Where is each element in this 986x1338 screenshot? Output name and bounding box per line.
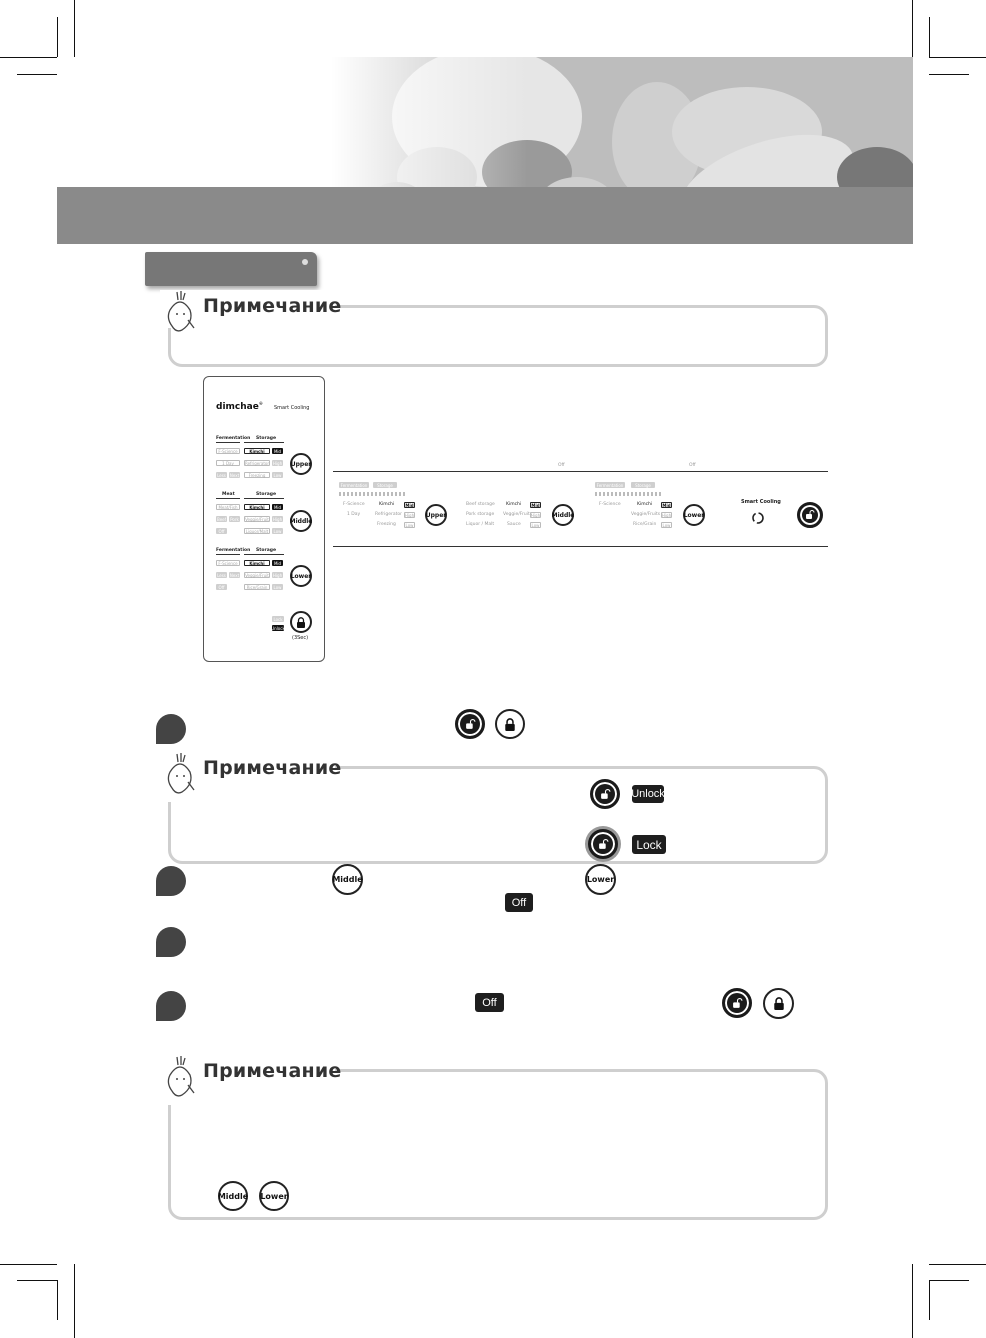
note2-unlock-icon bbox=[590, 779, 620, 809]
h-upper-item: 1 Day bbox=[347, 512, 361, 517]
panel-brand: dimchae® bbox=[216, 401, 263, 412]
horizontal-control-panel bbox=[333, 463, 828, 547]
divider bbox=[216, 442, 240, 443]
lower-item: Next bbox=[229, 572, 240, 578]
unlock-icon bbox=[805, 510, 815, 520]
header-band bbox=[57, 187, 913, 244]
lower-storage-item: Rice/Grain bbox=[244, 584, 270, 590]
crop-mark bbox=[929, 74, 969, 75]
section-tab bbox=[145, 252, 317, 286]
upper-level: Mid bbox=[273, 448, 282, 454]
step4-off-chip: Off bbox=[475, 993, 504, 1012]
h-middle-level: Mid bbox=[531, 502, 540, 508]
h-middle-level: Low bbox=[531, 522, 540, 528]
lower-level: Low bbox=[273, 584, 282, 590]
middle-header-left: Meat bbox=[222, 492, 235, 497]
radish-mascot-icon bbox=[160, 1053, 200, 1099]
h-lower-scale bbox=[595, 492, 661, 496]
step-marker-3 bbox=[156, 927, 186, 957]
divider bbox=[216, 554, 240, 555]
h-upper-level: Low bbox=[405, 522, 414, 528]
upper-item: Next bbox=[229, 472, 240, 478]
h-middle-item: Liquor / Malt bbox=[466, 522, 495, 527]
h-lower-button[interactable]: Lower bbox=[683, 504, 705, 526]
lower-item: Off bbox=[216, 584, 227, 590]
lower-panel-button[interactable]: Lower bbox=[290, 565, 312, 587]
unlock-icon bbox=[598, 839, 609, 850]
note-title: Примечание bbox=[203, 1060, 342, 1082]
upper-item: F-Science bbox=[216, 448, 240, 454]
middle-storage-item: Liquor/Malt bbox=[245, 528, 269, 534]
crop-mark bbox=[929, 1264, 986, 1265]
lock-icon bbox=[773, 997, 785, 1010]
h-upper-level: Mid bbox=[405, 502, 414, 508]
h-lower-level: Mid bbox=[662, 502, 671, 508]
step-marker-1 bbox=[156, 714, 186, 744]
h-lower-storage: Veggie/Fruits bbox=[631, 512, 661, 517]
middle-item: Pork bbox=[230, 516, 239, 522]
crop-mark bbox=[17, 74, 57, 75]
unlock-icon bbox=[465, 719, 476, 730]
crop-mark bbox=[929, 17, 930, 57]
middle-item: Beef bbox=[216, 516, 227, 522]
lower-header-right: Storage bbox=[256, 548, 277, 553]
lock-label: Lock bbox=[273, 616, 283, 622]
middle-item: Meat/Fish bbox=[216, 504, 240, 510]
h-upper-storage: Refrigerator bbox=[375, 512, 402, 517]
crop-mark bbox=[0, 1264, 57, 1265]
upper-storage-item: Refrigerator bbox=[245, 460, 269, 466]
smart-cooling-label: Smart Cooling bbox=[741, 499, 781, 505]
middle-level: Low bbox=[273, 528, 282, 534]
crop-mark bbox=[929, 1280, 969, 1281]
unlock-chip: Unlock bbox=[632, 785, 664, 803]
unlock-icon bbox=[600, 789, 611, 800]
upper-storage-item: Kimchi bbox=[244, 448, 270, 454]
upper-button[interactable]: Upper bbox=[290, 453, 312, 475]
h-upper-scale bbox=[339, 492, 405, 496]
tab-dot bbox=[302, 259, 308, 265]
h-middle-storage: Sauce bbox=[507, 522, 521, 527]
crop-mark bbox=[17, 1280, 57, 1281]
header-banner bbox=[57, 57, 913, 244]
middle-storage-item: Veggie/Fruit bbox=[245, 516, 269, 522]
divider bbox=[244, 554, 284, 555]
crop-mark bbox=[929, 57, 986, 58]
h-lower-header-left: Fermentation bbox=[596, 482, 624, 488]
step4-unlock-icon bbox=[722, 988, 752, 1018]
crop-mark bbox=[0, 57, 57, 58]
upper-header-left: Fermentation bbox=[216, 436, 251, 441]
upper-item: 1 Day bbox=[216, 460, 240, 466]
lock-icon bbox=[296, 617, 306, 628]
middle-level: High bbox=[272, 516, 283, 522]
h-middle-level: High bbox=[530, 512, 541, 518]
h-lower-level: Low bbox=[662, 522, 671, 528]
smart-cooling-icon bbox=[751, 511, 765, 525]
h-upper-item: F-Science bbox=[343, 502, 365, 507]
h-lower-storage: Rice/Grain bbox=[633, 522, 657, 527]
crop-mark bbox=[929, 1280, 930, 1320]
divider bbox=[244, 498, 284, 499]
crop-mark bbox=[57, 17, 58, 57]
divider bbox=[216, 498, 240, 499]
middle-panel-button[interactable]: Middle bbox=[290, 510, 312, 532]
lower-storage-item: Veggie/Fruit bbox=[245, 572, 269, 578]
middle-header-right: Storage bbox=[256, 492, 277, 497]
h-lower-level: High bbox=[661, 512, 672, 518]
middle-level: Mid bbox=[273, 504, 282, 510]
lock-hold-text: (3Sec) bbox=[292, 635, 309, 641]
h-middle-item: Pork storage bbox=[466, 512, 495, 517]
step2-off-chip: Off bbox=[505, 893, 533, 912]
radish-mascot-icon bbox=[160, 288, 200, 334]
panel-lock-button[interactable] bbox=[290, 611, 312, 633]
h-middle-button[interactable]: Middle bbox=[552, 504, 574, 526]
upper-level: High bbox=[272, 460, 283, 466]
lower-level: High bbox=[272, 572, 283, 578]
h-upper-level: High bbox=[404, 512, 415, 518]
upper-storage-item: Freezing bbox=[244, 472, 270, 478]
lock-chip: Lock bbox=[632, 835, 666, 854]
note-title: Примечание bbox=[203, 757, 342, 779]
h-upper-header-left: Fermentation bbox=[340, 482, 368, 488]
vertical-control-panel bbox=[203, 376, 325, 662]
radish-mascot-icon bbox=[160, 750, 200, 796]
middle-item: Off bbox=[216, 528, 227, 534]
h-upper-storage: Freezing bbox=[377, 522, 396, 527]
upper-header-right: Storage bbox=[256, 436, 277, 441]
step2-lower-button: Lower bbox=[585, 864, 616, 895]
note3-lower-button: Lower bbox=[259, 1181, 289, 1211]
divider bbox=[244, 442, 284, 443]
lock-icon bbox=[504, 718, 516, 731]
h-middle-storage: Kimchi bbox=[506, 502, 522, 507]
h-unlock-button[interactable] bbox=[797, 502, 823, 528]
h-upper-storage: Kimchi bbox=[379, 502, 395, 507]
h-upper-header-right: Storage bbox=[373, 482, 397, 488]
h-lower-storage: Kimchi bbox=[637, 502, 653, 507]
lower-item: F-Science bbox=[216, 560, 240, 566]
h-lower-header-right: Storage bbox=[631, 482, 655, 488]
lower-header-left: Fermentation bbox=[216, 548, 251, 553]
h-middle-storage: Veggie/Fruits bbox=[503, 512, 533, 517]
note-title: Примечание bbox=[203, 295, 342, 317]
note2-lock-icon bbox=[588, 829, 618, 859]
panel-subtitle: Smart Cooling bbox=[274, 405, 310, 411]
step2-middle-button: Middle bbox=[332, 864, 363, 895]
h-lower-item: F-Science bbox=[599, 502, 621, 507]
crop-mark bbox=[74, 1264, 75, 1338]
crop-mark bbox=[57, 1280, 58, 1320]
upper-level: Low bbox=[273, 472, 282, 478]
lower-item: Less bbox=[217, 572, 226, 578]
unlock-label: Unlock bbox=[271, 625, 285, 631]
step-marker-2 bbox=[156, 866, 186, 896]
step4-lock-icon bbox=[763, 988, 794, 1019]
step1-unlock-icon-button bbox=[455, 709, 485, 739]
h-middle-off: Off bbox=[558, 463, 565, 468]
h-upper-button[interactable]: Upper bbox=[425, 504, 447, 526]
h-lower-off: Off bbox=[689, 463, 696, 468]
crop-mark bbox=[912, 1264, 913, 1338]
step-marker-4 bbox=[156, 991, 186, 1021]
note3-middle-button: Middle bbox=[218, 1181, 248, 1211]
upper-item: Less bbox=[217, 472, 226, 478]
lower-level: Mid bbox=[273, 560, 282, 566]
middle-storage-item: Kimchi bbox=[244, 504, 270, 510]
lower-storage-item: Kimchi bbox=[244, 560, 270, 566]
step1-lock-icon-button bbox=[495, 709, 525, 739]
h-middle-item: Beef storage bbox=[466, 502, 495, 507]
unlock-icon bbox=[732, 998, 743, 1009]
